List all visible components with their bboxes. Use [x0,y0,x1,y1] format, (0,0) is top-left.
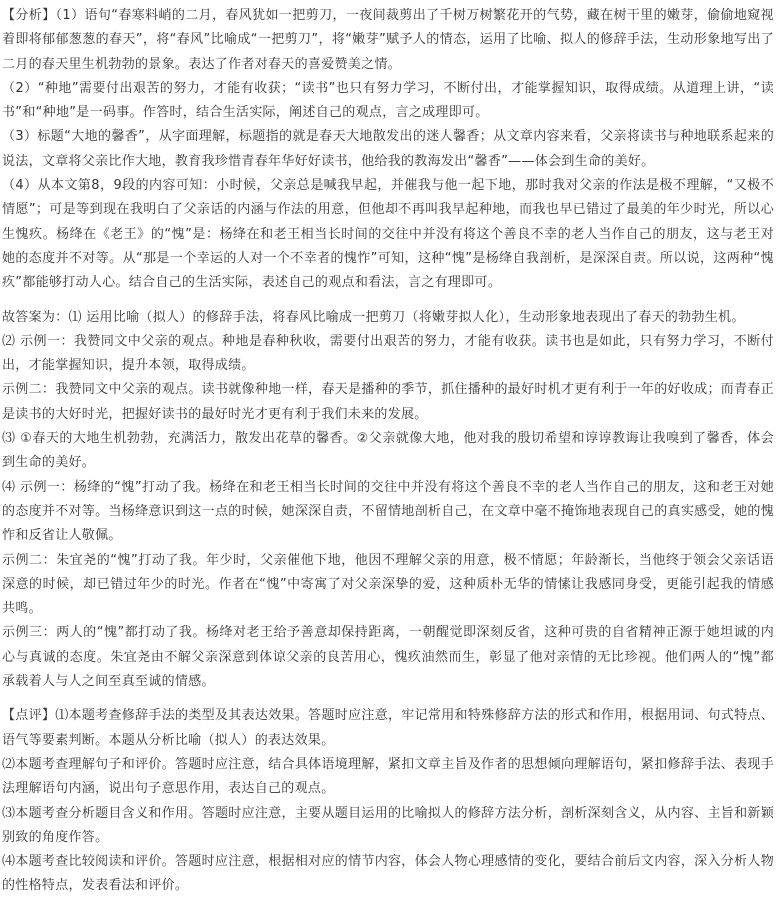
answer-paragraph-3: 示例二：我赞同文中父亲的观点。读书就像种地一样，春天是播种的季节，抓住播种的最好时机才更有利于一年的好收成；而青春正是读书的大好时光，把握好读书的最好时光才更有利于我们未来的发展。 [2,382,774,422]
comment-paragraph-2: ⑵本题考查理解句子和评价。答题时应注意，结合具体语境理解，紧扣文章主旨及作者的思想倾向理解语句，紧扣修辞手法、表现手法理解语句内涵，说出句子意思作用，表达自己的观点。 [2,756,774,797]
answer-paragraph-6: 示例二：朱宜尧的“愧”打动了我。年少时，父亲催他下地，他因不理解父亲的用意，极不情愿；年龄渐长，当他终于领会父亲话语深意的时候，却已错过年少的时光。作者在“愧”中寄寓了对父亲深挚的爱，这种质朴无华的情愫让我感同身受，更能引起我的情感共鸣。 [2,552,774,617]
analysis-paragraph-2: （2）“种地”需要付出艰苦的努力，才能有收获；“读书”也只有努力学习，不断付出，才能掌握知识，取得成绩。从道理上讲，“读书”和“种地”是一码事。作答时，结合生活实际，阐述自己的观点，言之成理即可。 [2,80,774,121]
section-gap [2,296,774,306]
answer-paragraph-1: 故答案为：⑴ 运用比喻（拟人）的修辞手法，将春风比喻成一把剪刀（将嫩芽拟人化），生动形象地表现出了春天的勃勃生机。 [2,309,745,325]
answer-paragraph-7: 示例三：两人的“愧”都打动了我。杨绛对老王给予善意却保持距离，一朝醒觉即深刻反省，这种可贵的自省精神正源于她坦诚的内心与真诚的态度。朱宜尧由不解父亲深意到体谅父亲的良苦用心，愧疚油然而生，彰显了他对亲情的无比珍视。他们两人的“愧”都承载着人与人之间至真至诚的情感。 [2,625,774,690]
analysis-section [2,4,774,296]
comment-paragraph-4: ⑷本题考查比较阅读和评价。答题时应注意，根据相对应的情节内容，体会人物心理感情的变化，要结合前后文内容，深入分析人物的性格特点，发表看法和评价。 [2,854,774,894]
comment-paragraph-1: 【点评】⑴本题考查修辞手法的类型及其表达效果。答题时应注意，牢记常用和特殊修辞方法的形式和作用，根据用词、句式特点、语气等要素判断。本题从分析比喻（拟人）的表达效果。 [2,708,774,748]
analysis-paragraph-1: 【分析】（1）语句“春寒料峭的二月，春风犹如一把剪刀，一夜间裁剪出了千树万树繁花开的气势，藏在树干里的嫩芽，偷偷地窥视着即将郁郁葱葱的春天”，将“春风”比喻成“一把剪刀”，将“嫩芽”赋予人的情态，运用了比喻、拟人的修辞手法，生动形象地写出了二月的春天里生机勃勃的景象。表达了作者对春天的喜爱赞美之情。 [2,8,774,72]
section-gap [2,694,774,704]
comment-paragraph-3: ⑶本题考查分析题目含义和作用。答题时应注意，主要从题目运用的比喻拟人的修辞方法分析，剖析深刻含义，从内容、主旨和新颖别致的角度作答。 [2,805,774,845]
answer-paragraph-2: ⑵ 示例一：我赞同文中父亲的观点。种地是春种秋收，需要付出艰苦的努力，才能有收获。读书也是如此，只有努力学习，不断付出，才能掌握知识，提升本领，取得成绩。 [2,333,774,374]
answer-section [2,306,774,695]
analysis-paragraph-4: （4）从本文第8，9段的内容可知：小时候，父亲总是喊我早起，并催我与他一起下地，那时我对父亲的作法是极不理解，“又极不情愿”；可是等到现在我明白了父亲话的内涵与作法的用意，但他却不再叫我早起种地，而我也早已错过了最美的年少时光，所以心生愧疚。杨绛在《老王》的“愧”是：杨绛在和老王相当长时间的交往中并没有将这个善良不幸的老人当作自己的朋友，这与老王对她的态度并不对等。从“那是一个幸运的人对一个不幸者的愧怍”可知，这种“愧”是杨绛自我剖析，是深深自责。所以说，这两种“愧疚”都能够打动人心。结合自己的生活实际，表述自己的观点和看法，言之有理即可。 [2,178,774,291]
comment-section [2,704,774,898]
answer-paragraph-5: ⑷ 示例一：杨绛的“愧”打动了我。杨绛在和老王相当长时间的交往中并没有将这个善良不幸的老人当作自己的朋友，这和老王对她的态度并不对等。当杨绛意识到这一点的时候，她深深自责，不留情地剖析自己，在文章中毫不掩饰地表现自己的真实感受，她的愧怍和反省让人敬佩。 [2,479,774,544]
answer-paragraph-4: ⑶ ①春天的大地生机勃勃，充满活力，散发出花草的馨香。②父亲就像大地，他对我的殷切希望和谆谆教诲让我嗅到了馨香，体会到生命的美好。 [2,431,774,471]
analysis-paragraph-3: （3）标题“大地的馨香”，从字面理解，标题指的就是春天大地散发出的迷人馨香；从文章内容来看，父亲将读书与种地联系起来的说法，文章将父亲比作大地，教育我珍惜青春年华好好读书，他给我的教海发出“馨香”——体会到生命的美好。 [2,129,774,169]
